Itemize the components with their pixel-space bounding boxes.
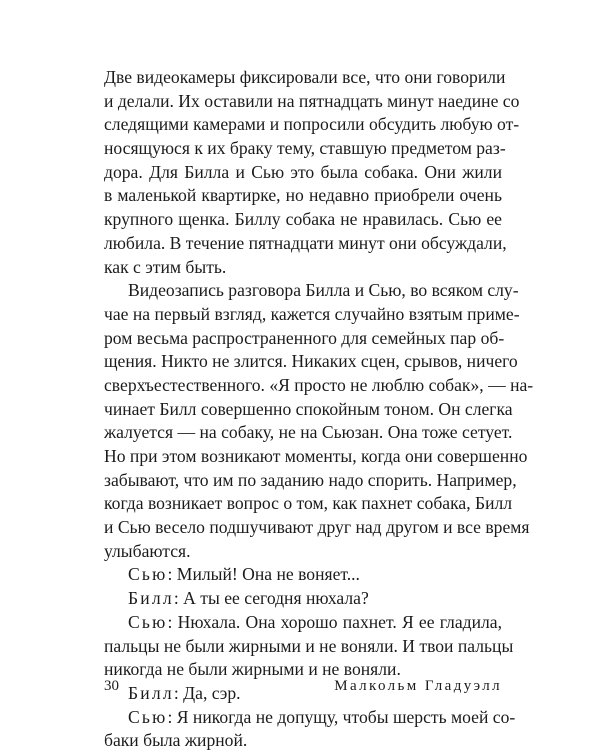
dialogue-line: баки была жирной. xyxy=(104,730,248,751)
text-line: носящуюся к их браку тему, ставшую предметом раз- xyxy=(104,138,506,159)
text-line: забывают, что им по заданию надо спорить. Например, xyxy=(104,469,517,490)
body-text xyxy=(104,66,534,753)
speaker-name: Сью xyxy=(128,564,168,585)
dialogue-text: : Милый! Она не воняет... xyxy=(167,564,360,585)
text-line: любила. В течение пятнадцати минут они обсуждали, xyxy=(104,232,507,253)
text-line: как с этим быть. xyxy=(104,256,227,277)
text-line: Но при этом возникают моменты, когда они совершенно xyxy=(104,446,528,466)
text-line: дора. Для Билла и Сью это была собака. Они жили xyxy=(104,161,502,182)
text-line: Видеозапись разговора Билла и Сью, во всяком слу- xyxy=(128,280,519,301)
text-line: Две видеокамеры фиксировали все, что они говорили xyxy=(104,67,506,87)
text-line: следящими камерами и попросили обсудить любую от- xyxy=(104,114,520,135)
text-line: ром весьма распространенного для семейных пар об- xyxy=(104,327,505,348)
text-line: жалуется — на собаку, не на Сьюзан. Она тоже сетует. xyxy=(104,422,513,443)
speaker-name: Сью xyxy=(128,611,168,632)
speaker-name: Билл xyxy=(128,682,174,703)
dialogue-line: никогда не были жирными и не воняли. xyxy=(104,659,401,680)
text-line: чинает Билл совершенно спокойным тоном. Он слегка xyxy=(104,398,513,419)
running-head-author: Малкольм Гладуэлл xyxy=(334,678,502,694)
speaker-name: Сью xyxy=(128,706,168,727)
speaker-name: Билл xyxy=(128,588,174,609)
text-line: крупного щенка. Биллу собака не нравилась. Сью ее xyxy=(104,209,502,230)
dialogue-text: : Нюхала. Она хорошо пахнет. Я ее гладила, xyxy=(167,611,502,632)
page-number: 30 xyxy=(104,678,119,694)
text-line: и Сью весело подшучивают друг над другом и все время xyxy=(104,517,530,538)
text-line: улыбаются. xyxy=(104,540,191,561)
page-footer xyxy=(104,678,502,700)
dialogue-text: : Я никогда не допущу, чтобы шерсть моей со- xyxy=(167,706,516,727)
text-line: когда возникает вопрос о том, как пахнет собака, Билл xyxy=(104,493,513,514)
text-line: сверхъестественного. «Я просто не люблю собак», — на- xyxy=(104,374,534,395)
dialogue-line: пальцы не были жирными и не воняли. И твои пальцы xyxy=(104,635,514,656)
text-line: чае на первый взгляд, кажется случайно взятым приме- xyxy=(104,303,520,324)
text-line: и делали. Их оставили на пятнадцать минут наедине со xyxy=(104,90,520,111)
dialogue-line xyxy=(104,587,502,611)
text-line: в маленькой квартирке, но недавно приобрели очень xyxy=(104,185,502,206)
dialogue-text: : А ты ее сегодня нюхала? xyxy=(173,588,369,609)
dialogue-line xyxy=(104,563,502,587)
text-line: щения. Никто не злится. Никаких сцен, срывов, ничего xyxy=(104,351,518,372)
dialogue-line xyxy=(104,706,516,730)
dialogue-text: : Да, сэр. xyxy=(173,682,241,703)
dialogue-line xyxy=(104,611,502,635)
